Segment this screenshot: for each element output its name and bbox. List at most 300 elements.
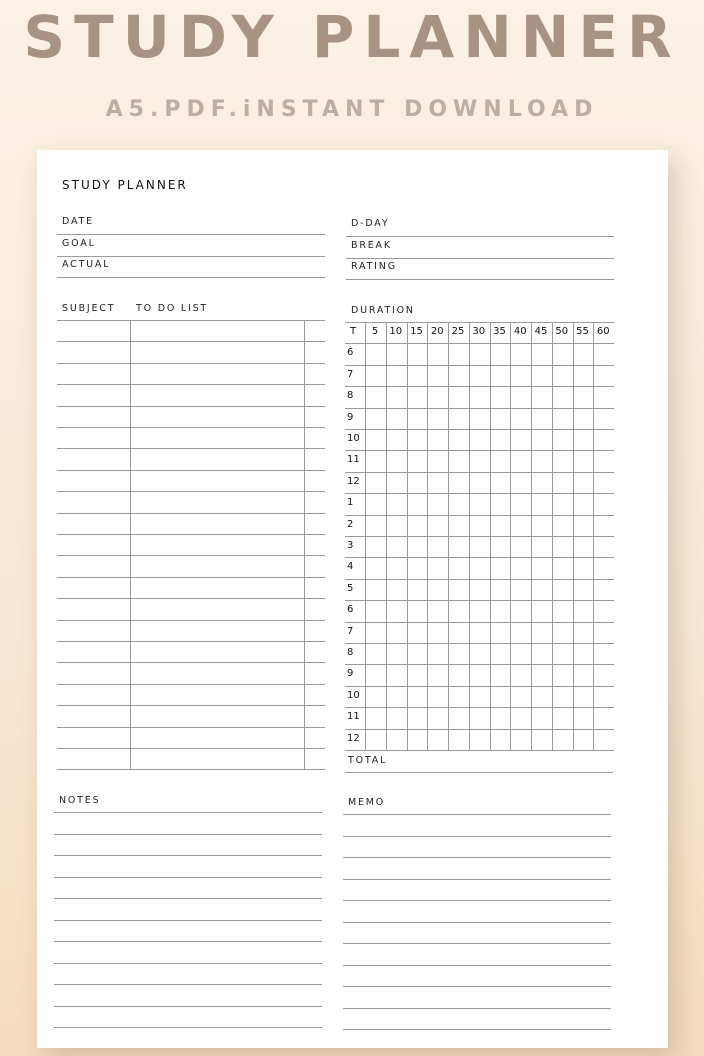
notes-line[interactable]	[54, 812, 322, 813]
duration-cell[interactable]	[386, 707, 407, 728]
duration-cell[interactable]	[448, 536, 469, 557]
duration-cell[interactable]	[365, 707, 386, 728]
duration-cell[interactable]	[490, 472, 511, 493]
duration-cell[interactable]	[448, 429, 469, 450]
duration-cell[interactable]	[490, 729, 511, 750]
duration-cell[interactable]	[552, 450, 573, 471]
duration-cell[interactable]	[365, 386, 386, 407]
duration-cell[interactable]	[427, 686, 448, 707]
duration-cell[interactable]	[490, 600, 511, 621]
duration-cell[interactable]	[407, 707, 428, 728]
duration-cell[interactable]	[365, 643, 386, 664]
duration-cell[interactable]	[365, 557, 386, 578]
duration-cell[interactable]	[407, 643, 428, 664]
duration-cell[interactable]	[490, 408, 511, 429]
duration-cell[interactable]	[593, 450, 614, 471]
field-line-actual[interactable]	[57, 277, 325, 278]
notes-line[interactable]	[54, 963, 322, 964]
duration-cell[interactable]	[427, 515, 448, 536]
duration-cell[interactable]	[552, 429, 573, 450]
duration-cell[interactable]	[427, 408, 448, 429]
duration-cell[interactable]	[531, 579, 552, 600]
duration-cell[interactable]	[469, 493, 490, 514]
duration-cell[interactable]	[407, 515, 428, 536]
duration-cell[interactable]	[407, 686, 428, 707]
duration-cell[interactable]	[510, 579, 531, 600]
duration-cell[interactable]	[365, 472, 386, 493]
todo-row-line[interactable]	[57, 320, 325, 321]
duration-cell[interactable]	[593, 579, 614, 600]
duration-cell[interactable]	[531, 429, 552, 450]
duration-cell[interactable]	[407, 343, 428, 364]
duration-cell[interactable]	[510, 515, 531, 536]
field-line-date[interactable]	[57, 234, 325, 235]
duration-cell[interactable]	[407, 365, 428, 386]
duration-cell[interactable]	[448, 729, 469, 750]
duration-cell[interactable]	[427, 365, 448, 386]
duration-cell[interactable]	[490, 643, 511, 664]
duration-cell[interactable]	[386, 664, 407, 685]
duration-cell[interactable]	[490, 707, 511, 728]
duration-cell[interactable]	[593, 472, 614, 493]
duration-cell[interactable]	[510, 365, 531, 386]
duration-cell[interactable]	[573, 579, 594, 600]
duration-cell[interactable]	[510, 643, 531, 664]
notes-line[interactable]	[54, 920, 322, 921]
duration-cell[interactable]	[448, 643, 469, 664]
todo-row-line[interactable]	[57, 491, 325, 492]
duration-cell[interactable]	[510, 429, 531, 450]
duration-cell[interactable]	[510, 729, 531, 750]
duration-cell[interactable]	[407, 729, 428, 750]
duration-cell[interactable]	[531, 729, 552, 750]
duration-cell[interactable]	[469, 600, 490, 621]
duration-cell[interactable]	[407, 600, 428, 621]
duration-cell[interactable]	[407, 429, 428, 450]
duration-cell[interactable]	[573, 343, 594, 364]
field-line-d-day[interactable]	[346, 236, 614, 237]
duration-cell[interactable]	[490, 686, 511, 707]
total-line[interactable]	[345, 772, 613, 773]
duration-cell[interactable]	[469, 557, 490, 578]
hour-label: 5	[347, 582, 354, 594]
duration-cell[interactable]	[552, 515, 573, 536]
duration-cell[interactable]	[490, 450, 511, 471]
duration-cell[interactable]	[365, 429, 386, 450]
duration-cell[interactable]	[407, 579, 428, 600]
duration-cell[interactable]	[573, 515, 594, 536]
duration-cell[interactable]	[593, 343, 614, 364]
duration-cell[interactable]	[552, 408, 573, 429]
duration-cell[interactable]	[573, 536, 594, 557]
todo-row-line[interactable]	[57, 620, 325, 621]
duration-cell[interactable]	[573, 664, 594, 685]
duration-cell[interactable]	[573, 557, 594, 578]
notes-line[interactable]	[54, 834, 322, 835]
duration-cell[interactable]	[552, 600, 573, 621]
duration-cell[interactable]	[490, 622, 511, 643]
duration-cell[interactable]	[552, 365, 573, 386]
duration-cell[interactable]	[510, 622, 531, 643]
duration-cell[interactable]	[386, 557, 407, 578]
duration-cell[interactable]	[593, 622, 614, 643]
duration-cell[interactable]	[573, 408, 594, 429]
duration-cell[interactable]	[469, 622, 490, 643]
subject-label: SUBJECT	[62, 303, 116, 314]
notes-line[interactable]	[54, 898, 322, 899]
field-label-date: DATE	[62, 216, 94, 227]
duration-cell[interactable]	[531, 408, 552, 429]
duration-cell[interactable]	[407, 386, 428, 407]
duration-header-10: 10	[389, 326, 403, 337]
duration-cell[interactable]	[531, 515, 552, 536]
duration-cell[interactable]	[386, 472, 407, 493]
subject-divider	[130, 320, 131, 770]
duration-cell[interactable]	[531, 472, 552, 493]
memo-line[interactable]	[343, 900, 611, 901]
duration-cell[interactable]	[448, 707, 469, 728]
todo-row-line[interactable]	[57, 534, 325, 535]
duration-cell[interactable]	[552, 536, 573, 557]
todo-row-line[interactable]	[57, 555, 325, 556]
duration-cell[interactable]	[407, 664, 428, 685]
duration-cell[interactable]	[490, 493, 511, 514]
duration-cell[interactable]	[552, 707, 573, 728]
todo-row-line[interactable]	[57, 448, 325, 449]
duration-cell[interactable]	[427, 429, 448, 450]
duration-cell[interactable]	[427, 622, 448, 643]
hour-label: 8	[347, 647, 354, 658]
duration-cell[interactable]	[365, 686, 386, 707]
duration-cell[interactable]	[386, 429, 407, 450]
duration-cell[interactable]	[573, 686, 594, 707]
duration-cell[interactable]	[365, 365, 386, 386]
duration-cell[interactable]	[469, 729, 490, 750]
memo-line[interactable]	[343, 879, 611, 880]
duration-cell[interactable]	[386, 343, 407, 364]
todo-row-line[interactable]	[57, 598, 325, 599]
duration-cell[interactable]	[593, 729, 614, 750]
duration-cell[interactable]	[531, 707, 552, 728]
duration-cell[interactable]	[469, 429, 490, 450]
duration-cell[interactable]	[593, 408, 614, 429]
duration-cell[interactable]	[469, 450, 490, 471]
duration-cell[interactable]	[531, 536, 552, 557]
duration-cell[interactable]	[469, 664, 490, 685]
todo-row-line[interactable]	[57, 769, 325, 770]
duration-cell[interactable]	[386, 493, 407, 514]
duration-cell[interactable]	[365, 343, 386, 364]
duration-cell[interactable]	[593, 386, 614, 407]
duration-cell[interactable]	[469, 707, 490, 728]
todo-row-line[interactable]	[57, 748, 325, 749]
duration-cell[interactable]	[593, 643, 614, 664]
duration-cell[interactable]	[593, 707, 614, 728]
todo-row-line[interactable]	[57, 577, 325, 578]
duration-cell[interactable]	[448, 493, 469, 514]
duration-cell[interactable]	[427, 557, 448, 578]
duration-cell[interactable]	[552, 643, 573, 664]
hour-label: 12	[347, 732, 360, 744]
duration-cell[interactable]	[386, 600, 407, 621]
duration-cell[interactable]	[427, 493, 448, 514]
hour-label: 10	[347, 689, 360, 701]
field-line-rating[interactable]	[346, 279, 614, 280]
duration-cell[interactable]	[407, 493, 428, 514]
duration-cell[interactable]	[448, 450, 469, 471]
duration-cell[interactable]	[386, 579, 407, 600]
duration-cell[interactable]	[365, 664, 386, 685]
notes-line[interactable]	[54, 1027, 322, 1028]
duration-cell[interactable]	[573, 493, 594, 514]
duration-cell[interactable]	[365, 515, 386, 536]
duration-cell[interactable]	[573, 365, 594, 386]
duration-cell[interactable]	[427, 450, 448, 471]
hour-label: 9	[347, 411, 354, 423]
duration-cell[interactable]	[407, 408, 428, 429]
hour-label: 11	[347, 454, 360, 466]
duration-cell[interactable]	[448, 579, 469, 600]
duration-cell[interactable]	[469, 472, 490, 493]
todo-row-line[interactable]	[57, 384, 325, 385]
duration-cell[interactable]	[448, 472, 469, 493]
memo-line[interactable]	[343, 836, 611, 837]
duration-cell[interactable]	[531, 386, 552, 407]
duration-cell[interactable]	[448, 386, 469, 407]
duration-cell[interactable]	[552, 686, 573, 707]
duration-cell[interactable]	[427, 536, 448, 557]
duration-cell[interactable]	[365, 450, 386, 471]
duration-cell[interactable]	[448, 408, 469, 429]
memo-line[interactable]	[343, 922, 611, 923]
duration-cell[interactable]	[469, 343, 490, 364]
duration-cell[interactable]	[469, 686, 490, 707]
todo-row-line[interactable]	[57, 427, 325, 428]
duration-cell[interactable]	[365, 408, 386, 429]
duration-cell[interactable]	[552, 579, 573, 600]
duration-cell[interactable]	[427, 343, 448, 364]
todo-row-line[interactable]	[57, 470, 325, 471]
field-line-break[interactable]	[346, 258, 614, 259]
duration-cell[interactable]	[552, 557, 573, 578]
duration-cell[interactable]	[386, 365, 407, 386]
duration-cell[interactable]	[552, 493, 573, 514]
duration-cell[interactable]	[365, 600, 386, 621]
duration-cell[interactable]	[510, 664, 531, 685]
duration-cell[interactable]	[510, 450, 531, 471]
duration-cell[interactable]	[573, 729, 594, 750]
memo-line[interactable]	[343, 943, 611, 944]
duration-cell[interactable]	[593, 515, 614, 536]
duration-cell[interactable]	[573, 386, 594, 407]
duration-cell[interactable]	[448, 622, 469, 643]
duration-cell[interactable]	[427, 643, 448, 664]
duration-cell[interactable]	[407, 536, 428, 557]
todo-row-line[interactable]	[57, 705, 325, 706]
duration-cell[interactable]	[552, 729, 573, 750]
todo-row-line[interactable]	[57, 513, 325, 514]
duration-cell[interactable]	[573, 472, 594, 493]
duration-cell[interactable]	[469, 579, 490, 600]
duration-cell[interactable]	[593, 686, 614, 707]
duration-cell[interactable]	[573, 622, 594, 643]
hour-label: 4	[347, 561, 354, 573]
duration-cell[interactable]	[510, 707, 531, 728]
duration-cell[interactable]	[427, 707, 448, 728]
duration-header-5: 5	[371, 326, 379, 337]
duration-cell[interactable]	[448, 365, 469, 386]
todo-row-line[interactable]	[57, 662, 325, 663]
total-label: TOTAL	[348, 755, 388, 766]
duration-cell[interactable]	[490, 579, 511, 600]
duration-cell[interactable]	[510, 600, 531, 621]
duration-cell[interactable]	[552, 622, 573, 643]
duration-header-45: 45	[534, 326, 548, 337]
duration-cell[interactable]	[448, 600, 469, 621]
duration-cell[interactable]	[448, 664, 469, 685]
todo-row-line[interactable]	[57, 684, 325, 685]
duration-cell[interactable]	[448, 515, 469, 536]
todo-row-line[interactable]	[57, 727, 325, 728]
field-line-goal[interactable]	[57, 256, 325, 257]
duration-cell[interactable]	[531, 643, 552, 664]
duration-cell[interactable]	[593, 365, 614, 386]
duration-grid-line	[345, 750, 614, 751]
duration-cell[interactable]	[427, 472, 448, 493]
duration-cell[interactable]	[593, 536, 614, 557]
duration-cell[interactable]	[490, 664, 511, 685]
duration-cell[interactable]	[573, 643, 594, 664]
duration-cell[interactable]	[573, 429, 594, 450]
duration-cell[interactable]	[448, 686, 469, 707]
duration-cell[interactable]	[469, 536, 490, 557]
duration-cell[interactable]	[386, 450, 407, 471]
todo-row-line[interactable]	[57, 406, 325, 407]
duration-cell[interactable]	[469, 386, 490, 407]
memo-line[interactable]	[343, 986, 611, 987]
duration-cell[interactable]	[427, 664, 448, 685]
todo-row-line[interactable]	[57, 341, 325, 342]
duration-cell[interactable]	[407, 472, 428, 493]
duration-cell[interactable]	[427, 729, 448, 750]
duration-cell[interactable]	[490, 429, 511, 450]
duration-cell[interactable]	[386, 643, 407, 664]
duration-cell[interactable]	[510, 557, 531, 578]
duration-cell[interactable]	[427, 579, 448, 600]
duration-cell[interactable]	[552, 343, 573, 364]
duration-cell[interactable]	[490, 557, 511, 578]
notes-line[interactable]	[54, 855, 322, 856]
duration-cell[interactable]	[448, 343, 469, 364]
duration-cell[interactable]	[469, 408, 490, 429]
duration-cell[interactable]	[531, 493, 552, 514]
duration-cell[interactable]	[490, 343, 511, 364]
duration-cell[interactable]	[593, 557, 614, 578]
todo-row-line[interactable]	[57, 363, 325, 364]
duration-cell[interactable]	[552, 472, 573, 493]
duration-cell[interactable]	[552, 664, 573, 685]
duration-cell[interactable]	[407, 450, 428, 471]
duration-cell[interactable]	[407, 557, 428, 578]
duration-cell[interactable]	[365, 622, 386, 643]
duration-cell[interactable]	[386, 729, 407, 750]
duration-cell[interactable]	[490, 365, 511, 386]
duration-cell[interactable]	[531, 600, 552, 621]
duration-cell[interactable]	[386, 686, 407, 707]
duration-cell[interactable]	[573, 707, 594, 728]
duration-cell[interactable]	[593, 493, 614, 514]
duration-cell[interactable]	[510, 536, 531, 557]
duration-cell[interactable]	[531, 450, 552, 471]
duration-cell[interactable]	[531, 664, 552, 685]
duration-cell[interactable]	[427, 386, 448, 407]
duration-cell[interactable]	[490, 515, 511, 536]
notes-line[interactable]	[54, 941, 322, 942]
duration-header-60: 60	[596, 326, 610, 337]
memo-line[interactable]	[343, 965, 611, 966]
duration-cell[interactable]	[531, 343, 552, 364]
duration-cell[interactable]	[593, 664, 614, 685]
duration-cell[interactable]	[469, 515, 490, 536]
notes-line[interactable]	[54, 1006, 322, 1007]
duration-cell[interactable]	[573, 450, 594, 471]
duration-cell[interactable]	[386, 408, 407, 429]
duration-cell[interactable]	[510, 386, 531, 407]
duration-cell[interactable]	[365, 493, 386, 514]
memo-line[interactable]	[343, 1029, 611, 1030]
notes-line[interactable]	[54, 877, 322, 878]
banner-title: STUDY PLANNER	[23, 3, 681, 71]
duration-cell[interactable]	[510, 493, 531, 514]
duration-cell[interactable]	[386, 622, 407, 643]
duration-cell[interactable]	[490, 536, 511, 557]
duration-cell[interactable]	[531, 365, 552, 386]
duration-cell[interactable]	[552, 386, 573, 407]
memo-line[interactable]	[343, 857, 611, 858]
duration-cell[interactable]	[386, 536, 407, 557]
duration-cell[interactable]	[386, 515, 407, 536]
duration-cell[interactable]	[365, 579, 386, 600]
duration-cell[interactable]	[510, 343, 531, 364]
duration-cell[interactable]	[593, 429, 614, 450]
duration-cell[interactable]	[365, 536, 386, 557]
duration-header-T: T	[349, 326, 357, 337]
memo-line[interactable]	[343, 814, 611, 815]
duration-cell[interactable]	[427, 600, 448, 621]
duration-cell[interactable]	[448, 557, 469, 578]
duration-cell[interactable]	[490, 386, 511, 407]
duration-cell[interactable]	[407, 622, 428, 643]
duration-cell[interactable]	[531, 557, 552, 578]
todo-row-line[interactable]	[57, 641, 325, 642]
duration-cell[interactable]	[573, 600, 594, 621]
duration-cell[interactable]	[386, 386, 407, 407]
field-label-actual: ACTUAL	[62, 259, 111, 270]
duration-cell[interactable]	[469, 643, 490, 664]
duration-cell[interactable]	[510, 472, 531, 493]
notes-line[interactable]	[54, 984, 322, 985]
duration-cell[interactable]	[510, 408, 531, 429]
duration-cell[interactable]	[510, 686, 531, 707]
duration-label: DURATION	[351, 305, 415, 316]
duration-cell[interactable]	[593, 600, 614, 621]
memo-line[interactable]	[343, 1008, 611, 1009]
duration-cell[interactable]	[531, 686, 552, 707]
duration-cell[interactable]	[469, 365, 490, 386]
duration-cell[interactable]	[531, 622, 552, 643]
hour-label: 9	[347, 668, 354, 680]
duration-cell[interactable]	[365, 729, 386, 750]
